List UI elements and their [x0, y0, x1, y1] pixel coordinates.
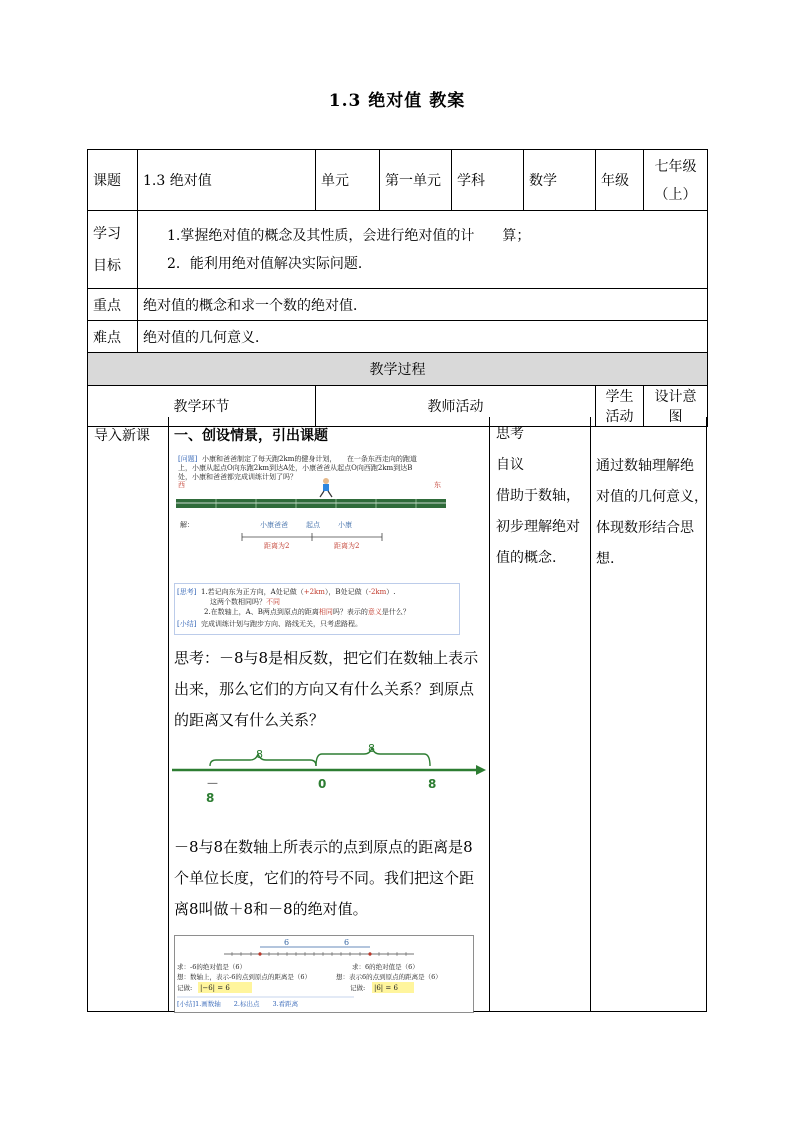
number-line-figure	[170, 742, 488, 802]
problem-line2: 上，小康从起点O向东跑2km到达A处，小康爸爸从起点O向西跑2km到达B	[178, 464, 413, 472]
unit-label: 单元	[316, 150, 380, 211]
difficulty-row	[88, 321, 708, 353]
subject-value: 数学	[524, 150, 596, 211]
top-right-six: 6	[344, 938, 350, 947]
col-design: 设计意图	[644, 386, 708, 427]
design-intent	[596, 451, 708, 575]
west-label: 西	[178, 481, 185, 489]
east-label: 东	[434, 481, 441, 489]
problem-line1: 小康和爸爸制定了每天跑2km的健身计划， 在一条东西走向的跑道	[202, 455, 417, 463]
problem-line3: 处，小康和爸爸都完成训练计划了吗？	[178, 473, 297, 481]
running-track-figure	[176, 451, 446, 551]
col-stage: 教学环节	[88, 386, 316, 427]
left-brace	[210, 754, 316, 766]
intro-stage: 导入新课	[94, 428, 150, 444]
objectives-label-line2: 目标	[93, 257, 121, 274]
fig3-summary: [小结]1.画数轴 2.标出点 3.看距离	[177, 1000, 299, 1008]
design-line-4: 想.	[596, 551, 615, 567]
summary-text: 完成训练计划与跑步方向、路线无关，只考虑路程。	[201, 620, 362, 628]
solve-label: 解：	[180, 521, 194, 529]
unit-value: 第一单元	[380, 150, 452, 211]
header-row	[88, 150, 708, 211]
process-title-row	[88, 353, 708, 386]
student-line-2: 自议	[496, 457, 524, 473]
think-left: 想：数轴上，表示-6的点到原点的距离是（6）	[177, 973, 311, 981]
problem-tag: [问题]	[178, 455, 198, 463]
intro-row	[87, 417, 707, 1012]
top-left-six: 6	[284, 938, 290, 947]
svg-text:2.在数轴上，A、B两点到原点的距离相同吗？表示的意义是什么: 2.在数轴上，A、B两点到原点的距离相同吗？表示的意义是什么？	[204, 608, 410, 616]
subject-label: 学科	[452, 150, 524, 211]
question-paragraph: 思考：－8与8是相反数，把它们在数轴上表示出来，那么它们的方向又有什么关系？到原点的距离又有什么关系？	[174, 649, 479, 729]
objective-item-1: 1.掌握绝对值的概念及其性质，会进行绝对值的计 算；	[167, 227, 531, 244]
track-band	[176, 499, 446, 508]
student-line-4: 初步理解绝对	[496, 519, 580, 535]
ask-left: 求：-6的绝对值是（6）	[177, 963, 246, 971]
teacher-activity	[174, 423, 486, 1013]
objectives-row	[88, 211, 708, 289]
key-point-row	[88, 289, 708, 321]
dist-left-label: 距离为2	[264, 542, 290, 550]
design-line-1: 通过数轴理解绝	[596, 458, 694, 474]
svg-text:1.若记向东为正方向，A处记做（+2km），B处记做（-2k: 1.若记向东为正方向，A处记做（+2km），B处记做（-2km）.	[201, 588, 396, 596]
seg-left-label: 小康爸爸	[260, 521, 288, 529]
tick-minus-digit: 8	[206, 791, 215, 802]
topic-value: 1.3 绝对值	[138, 150, 316, 211]
dist-right-label: 距离为2	[334, 542, 360, 550]
section-title: 一、创设情景，引出课题	[174, 428, 328, 444]
tick-eight: 8	[428, 777, 437, 791]
document-title: 1.3 绝对值 教案	[328, 91, 466, 111]
seg-right-label: 小康	[338, 521, 352, 529]
objectives-content	[138, 211, 708, 289]
difficulty-value: 绝对值的几何意义．	[138, 321, 708, 353]
svg-text:这两个数相同吗？不同: 这两个数相同吗？不同	[210, 598, 280, 606]
student-line-1: 思考	[496, 426, 524, 442]
tick-minus-sign: －	[206, 777, 220, 792]
summary-tag: [小结]	[177, 620, 197, 628]
think-right: 想：表示6的点到原点的距离是（6）	[336, 973, 442, 981]
objective-item-2: 2．能利用绝对值解决实际问题．	[167, 255, 372, 272]
design-line-3: 体现数形结合思	[596, 520, 694, 536]
tick-zero: 0	[318, 777, 327, 791]
objectives-label	[88, 211, 138, 289]
seg-mid-label: 起点	[306, 521, 320, 529]
note-label-left: 记做:	[177, 984, 193, 992]
think-tag: [思考]	[177, 588, 197, 596]
objectives-label-line1: 学习	[93, 225, 121, 242]
explain-paragraph: －8与8在数轴上所表示的点到原点的距离是8个单位长度，它们的符号不同。我们把这个距离8叫做＋8和－8的绝对值。	[174, 838, 475, 918]
axis-arrow-icon	[476, 765, 486, 775]
absolute-value-figure	[174, 935, 474, 1013]
student-line-3: 借助于数轴，	[496, 488, 580, 504]
grade-value	[644, 150, 708, 211]
ask-right: 求：6的绝对值是（6）	[352, 963, 419, 971]
lesson-plan-table	[87, 149, 708, 427]
grade-value-line2: （上）	[654, 187, 697, 203]
process-title: 教学过程	[88, 353, 708, 386]
dist-left-number: 8	[256, 748, 263, 761]
student-line-5: 值的概念.	[496, 550, 557, 566]
design-line-2: 对值的几何意义，	[596, 489, 708, 505]
grade-value-line1: 七年级	[654, 159, 697, 175]
grade-label: 年级	[596, 150, 644, 211]
topic-label: 课题	[88, 150, 138, 211]
col-teacher: 教师活动	[316, 386, 596, 427]
note-label-right: 记做:	[350, 984, 366, 992]
col-student: 学生活动	[596, 386, 644, 427]
dist-right-number: 8	[368, 742, 375, 755]
think-figure	[174, 583, 460, 635]
note-right: |6| = 6	[374, 984, 398, 992]
difficulty-label: 难点	[88, 321, 138, 353]
key-point-label: 重点	[88, 289, 138, 321]
student-activity	[496, 419, 588, 574]
key-point-value: 绝对值的概念和求一个数的绝对值．	[138, 289, 708, 321]
note-left: |−6| = 6	[200, 984, 230, 992]
